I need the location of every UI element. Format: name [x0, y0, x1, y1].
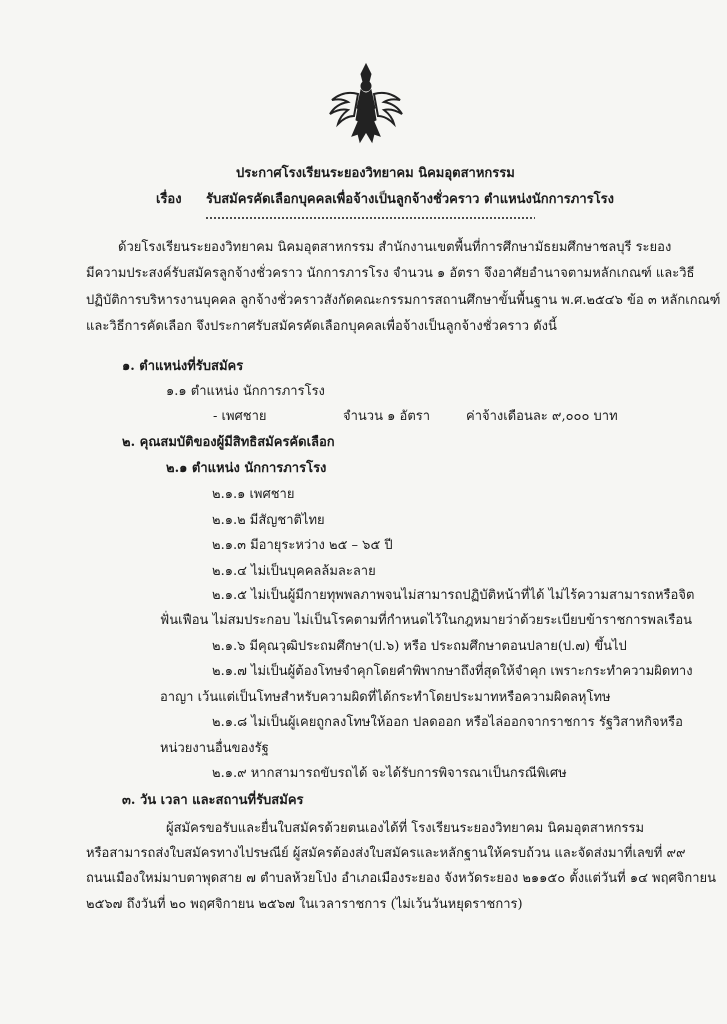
- subject-label: เรื่อง: [156, 192, 182, 207]
- subject-text: รับสมัครคัดเลือกบุคคลเพื่อจ้างเป็นลูกจ้างชั่วคราว ตำแหน่งนักการภารโรง: [206, 192, 614, 207]
- section-2-heading: ๒. คุณสมบัติของผู้มีสิทธิสมัครคัดเลือก: [122, 435, 335, 450]
- qualification-item: ๒.๑.๙ หากสามารถขับรถได้ จะได้รับการพิจารณาเป็นกรณีพิเศษ: [212, 766, 567, 781]
- intro-line-1: ด้วยโรงเรียนระยองวิทยาคม นิคมอุตสาหกรรม สำนักงานเขตพื้นที่การศึกษามัธยมศึกษาชลบุรี ระยอง: [118, 240, 672, 255]
- qualification-item: ๒.๑.๔ ไม่เป็นบุคคลล้มละลาย: [212, 564, 376, 579]
- asterisk-divider: [205, 216, 535, 220]
- intro-line-3: ปฏิบัติการบริหารงานบุคคล ลูกจ้างชั่วคราวสังกัดคณะกรรมการสถานศึกษาขั้นพื้นฐาน พ.ศ.๒๕๔๖ ข้อ ๓ หลักเกณฑ์: [86, 293, 721, 308]
- qualification-item: ๒.๑.๘ ไม่เป็นผู้เคยถูกลงโทษให้ออก ปลดออก หรือไล่ออกจากราชการ รัฐวิสาหกิจหรือ: [212, 715, 683, 730]
- qualification-item-cont: ฟั่นเฟือน ไม่สมประกอบ ไม่เป็นโรคตามที่กำหนดไว้ในกฎหมายว่าด้วยระเบียบข้าราชการพลเรือน: [160, 613, 693, 628]
- announcement-title: ประกาศโรงเรียนระยองวิทยาคม นิคมอุตสาหกรรม: [236, 166, 515, 181]
- section-3-line-2: หรือสามารถส่งใบสมัครทางไปรษณีย์ ผู้สมัครต้องส่งใบสมัครและหลักฐานให้ครบถ้วน และจัดส่งมาที่เลขที่ ๙๙: [86, 846, 686, 861]
- qualification-item: ๒.๑.๕ ไม่เป็นผู้มีกายทุพพลภาพจนไม่สามารถปฏิบัติหน้าที่ได้ ไม่ไร้ความสามารถหรือจิต: [212, 588, 695, 603]
- qualification-item-cont: หน่วยงานอื่นของรัฐ: [160, 741, 269, 756]
- section-2-1: ๒.๑ ตำแหน่ง นักการภารโรง: [166, 461, 327, 476]
- qualification-item: ๒.๑.๖ มีคุณวุฒิประถมศึกษา(ป.๖) หรือ ประถมศึกษาตอนปลาย(ป.๗) ขึ้นไป: [212, 639, 627, 654]
- section-3-line-3: ถนนเมืองใหม่มาบตาพุดสาย ๗ ตำบลห้วยโป่ง อำเภอเมืองระยอง จังหวัดระยอง ๒๑๑๕๐ ตั้งแต่วันที่ ๑๔ พฤศจิกายน: [86, 871, 717, 886]
- section-3-line-4: ๒๕๖๗ ถึงวันที่ ๒๐ พฤศจิกายน ๒๕๖๗ ในเวลาราชการ (ไม่เว้นวันหยุดราชการ): [86, 897, 523, 912]
- section-1-heading: ๑. ตำแหน่งที่รับสมัคร: [122, 359, 244, 374]
- qualification-item: ๒.๑.๑ เพศชาย: [212, 487, 295, 502]
- qualification-item: ๒.๑.๓ มีอายุระหว่าง ๒๕ – ๖๕ ปี: [212, 538, 393, 553]
- position-wage: ค่าจ้างเดือนละ ๙,๐๐๐ บาท: [466, 409, 618, 424]
- position-count: จำนวน ๑ อัตรา: [343, 409, 431, 424]
- intro-line-2: มีความประสงค์รับสมัครลูกจ้างชั่วคราว นักการภารโรง จำนวน ๑ อัตรา จึงอาศัยอำนาจตามหลักเกณฑ์ และวิธี: [86, 266, 695, 281]
- position-gender: - เพศชาย: [213, 409, 267, 424]
- garuda-emblem-icon: [328, 62, 404, 146]
- qualification-item: ๒.๑.๗ ไม่เป็นผู้ต้องโทษจำคุกโดยคำพิพากษาถึงที่สุดให้จำคุก เพราะกระทำความผิดทาง: [212, 664, 693, 679]
- qualification-item: ๒.๑.๒ มีสัญชาติไทย: [212, 513, 325, 528]
- section-3-heading: ๓. วัน เวลา และสถานที่รับสมัคร: [122, 793, 304, 808]
- intro-line-4: และวิธีการคัดเลือก จึงประกาศรับสมัครคัดเลือกบุคคลเพื่อจ้างเป็นลูกจ้างชั่วคราว ดังนี้: [86, 319, 557, 334]
- section-1-1: ๑.๑ ตำแหน่ง นักการภารโรง: [166, 384, 325, 399]
- section-3-line-1: ผู้สมัครขอรับและยื่นใบสมัครด้วยตนเองได้ที่ โรงเรียนระยองวิทยาคม นิคมอุตสาหกรรม: [166, 821, 645, 836]
- qualification-item-cont: อาญา เว้นแต่เป็นโทษสำหรับความผิดที่ได้กระทำโดยประมาทหรือความผิดลหุโทษ: [160, 690, 611, 705]
